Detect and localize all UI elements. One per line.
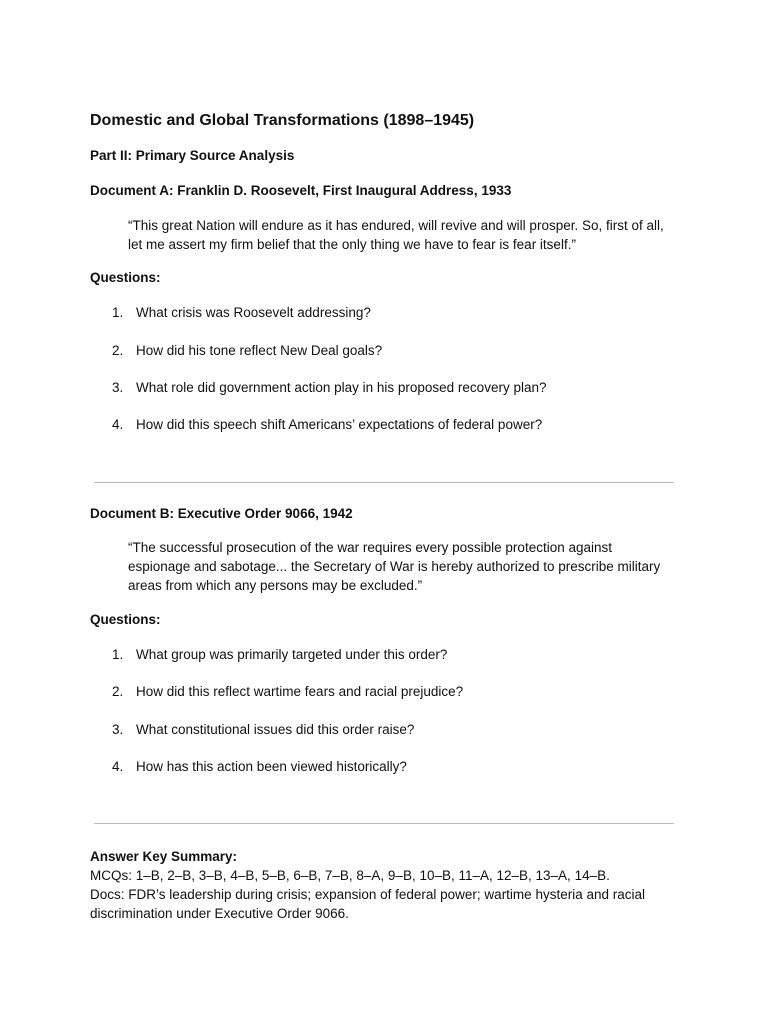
section-divider (94, 823, 674, 824)
question-number: 2. (112, 684, 124, 699)
question-text: How has this action been viewed historically? (136, 759, 407, 774)
document-a-questions-label: Questions: (90, 270, 161, 285)
question-text: What constitutional issues did this order raise? (136, 722, 415, 737)
question-text: What crisis was Roosevelt addressing? (136, 305, 371, 320)
answer-key-docs: Docs: FDR’s leadership during crisis; expansion of federal power; wartime hysteria and racial discrimination under Executive Order 9066. (90, 887, 645, 921)
question-number: 4. (112, 759, 124, 774)
question-number: 1. (112, 305, 124, 320)
question-number: 3. (112, 722, 124, 737)
answer-key-mcqs: MCQs: 1–B, 2–B, 3–B, 4–B, 5–B, 6–B, 7–B, 8–A, 9–B, 10–B, 11–A, 12–B, 13–A, 14–B. (90, 868, 610, 883)
document-page (90, 110, 680, 921)
document-a-question-1 (112, 305, 371, 320)
question-number: 2. (112, 343, 124, 358)
question-text: How did his tone reflect New Deal goals? (136, 343, 383, 358)
section-divider (94, 482, 674, 483)
document-a-heading: Document A: Franklin D. Roosevelt, First Inaugural Address, 1933 (90, 183, 512, 198)
document-b-questions-label: Questions: (90, 612, 161, 627)
question-number: 3. (112, 380, 124, 395)
question-text: What role did government action play in his proposed recovery plan? (136, 380, 547, 395)
document-b-quote: “The successful prosecution of the war requires every possible protection against espionage and sabotage... the Secretary of War is hereby authorized to prescribe military areas from which any persons may be excluded.” (128, 540, 661, 593)
question-number: 1. (112, 647, 124, 662)
page-title: Domestic and Global Transformations (1898–1945) (90, 112, 475, 129)
answer-key (90, 847, 680, 923)
question-text: What group was primarily targeted under this order? (136, 647, 448, 662)
document-b-question-4 (112, 759, 407, 774)
document-b-question-1 (112, 647, 447, 662)
document-b-question-2 (112, 684, 463, 699)
question-text: How did this reflect wartime fears and racial prejudice? (136, 684, 464, 699)
question-number: 4. (112, 417, 124, 432)
part-heading: Part II: Primary Source Analysis (90, 148, 295, 163)
question-text: How did this speech shift Americans’ expectations of federal power? (136, 417, 543, 432)
document-b-question-3 (112, 722, 414, 737)
document-a-question-4 (112, 417, 542, 432)
document-a-quote: “This great Nation will endure as it has endured, will revive and will prosper. So, first of all, let me assert my firm belief that the only thing we have to fear is fear itself.” (128, 218, 664, 252)
answer-key-heading: Answer Key Summary: (90, 849, 238, 864)
document-a-question-2 (112, 343, 382, 358)
document-a-question-3 (112, 380, 546, 395)
document-b-heading: Document B: Executive Order 9066, 1942 (90, 506, 353, 521)
